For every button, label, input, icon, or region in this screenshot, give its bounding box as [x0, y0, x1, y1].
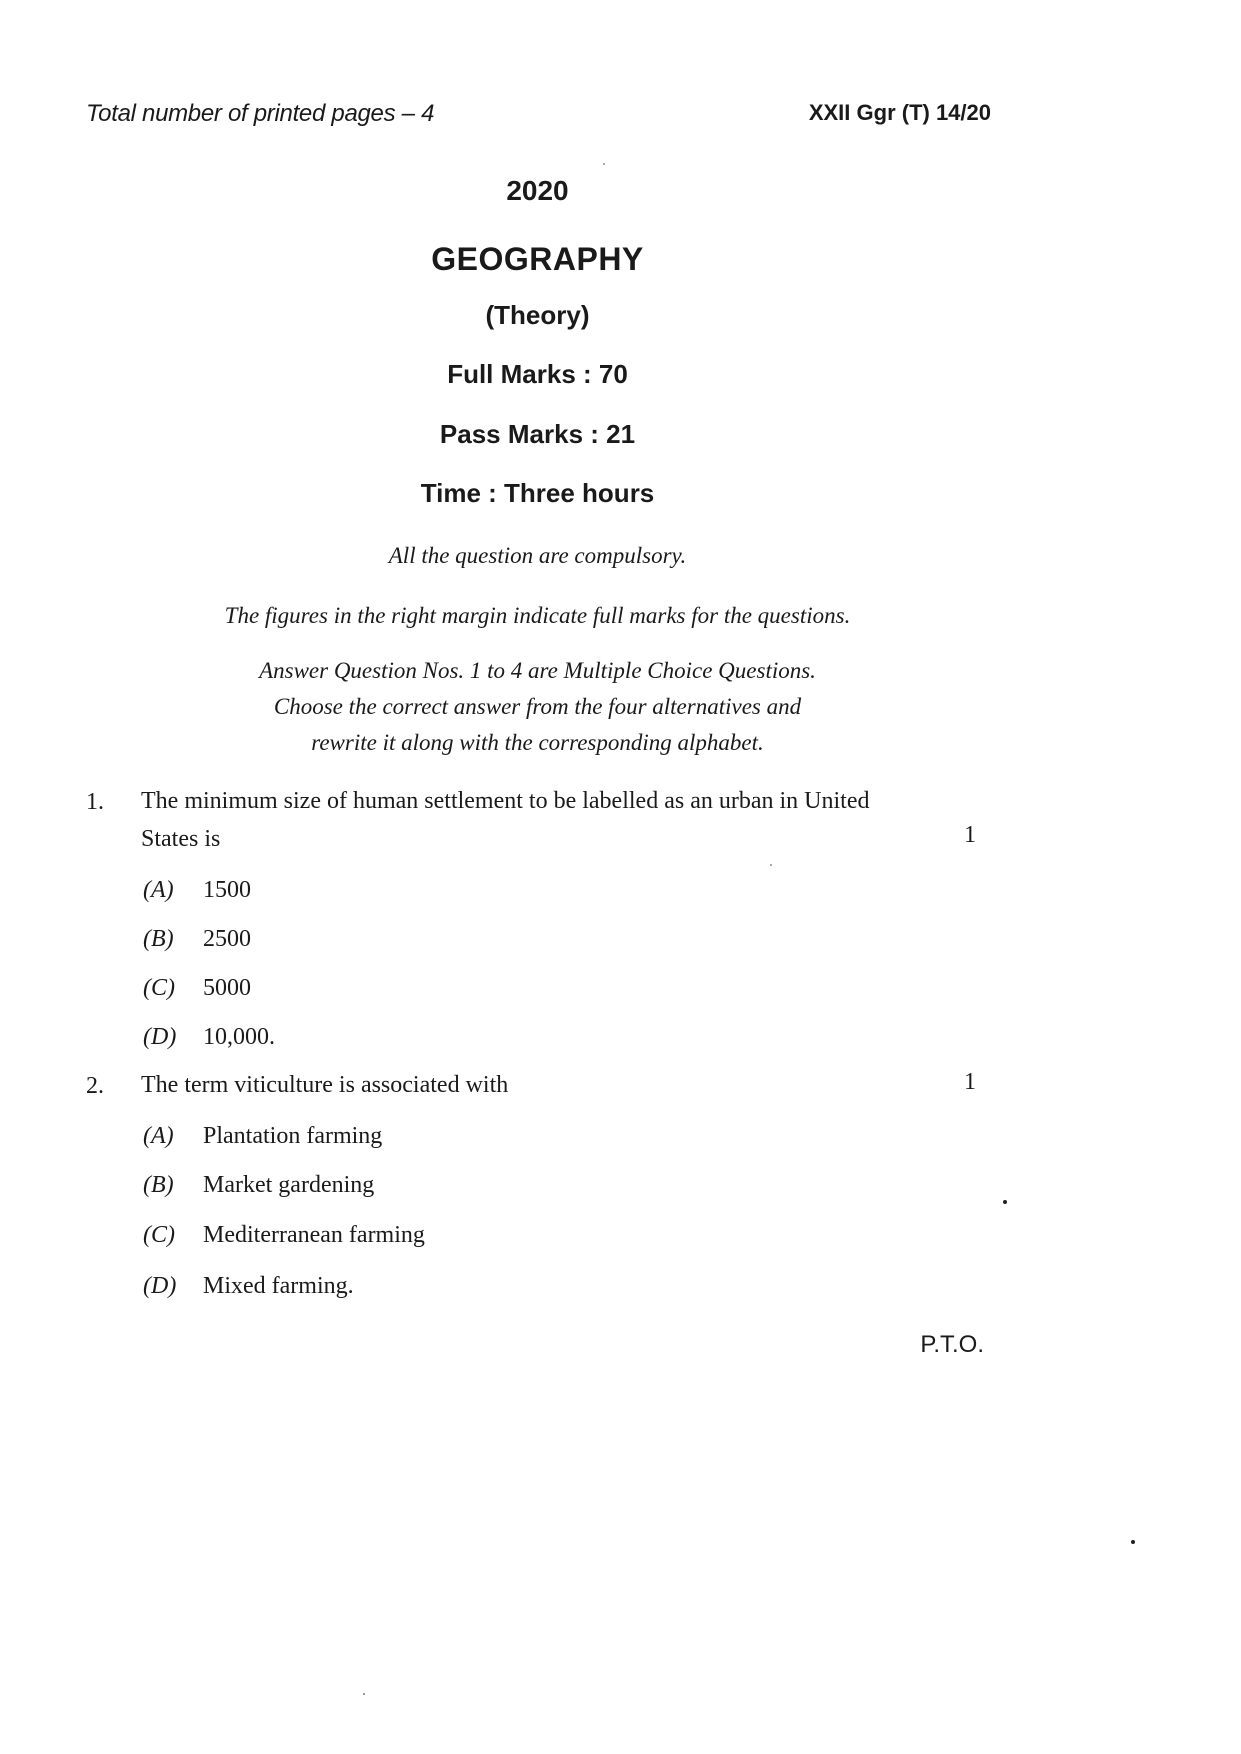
question-text-line-1: The minimum size of human settlement to be labelled as an urban in United [141, 788, 870, 814]
page-turn-over: P.T.O. [920, 1331, 984, 1358]
question-text-line-2: States is [141, 826, 221, 852]
option-text: Mediterranean farming [203, 1222, 425, 1248]
option-text: 10,000. [203, 1024, 275, 1050]
paper-type: (Theory) [485, 300, 590, 330]
scan-speck [363, 1693, 365, 1695]
scan-speck [603, 163, 605, 165]
option-text: 1500 [203, 877, 251, 903]
option-letter: (B) [143, 926, 174, 952]
time-allowed: Time : Three hours [420, 478, 655, 508]
scan-speck [1003, 1200, 1007, 1204]
full-marks: Full Marks : 70 [447, 359, 628, 389]
option-text: Market gardening [203, 1172, 375, 1198]
option-letter: (A) [143, 1123, 174, 1149]
pages-count-note: Total number of printed pages – 4 [86, 100, 435, 127]
scan-speck [1131, 1540, 1135, 1544]
option-letter: (A) [143, 877, 174, 903]
subject-title: GEOGRAPHY [431, 241, 644, 277]
instruction-mcq-line-2: Choose the correct answer from the four alternatives and [273, 694, 802, 719]
instruction-mcq-line-3: rewrite it along with the corresponding alphabet. [311, 730, 764, 755]
option-letter: (D) [143, 1273, 177, 1299]
option-letter: (B) [143, 1172, 174, 1198]
exam-year: 2020 [506, 175, 569, 206]
option-text: 2500 [203, 926, 251, 952]
question-number: 2. [86, 1073, 104, 1099]
instruction-compulsory: All the question are compulsory. [388, 543, 687, 568]
option-letter: (C) [143, 1222, 175, 1248]
instruction-mcq-line-1: Answer Question Nos. 1 to 4 are Multiple Choice Questions. [259, 658, 816, 683]
pass-marks: Pass Marks : 21 [439, 419, 636, 449]
question-marks: 1 [964, 1069, 976, 1095]
scan-speck [770, 864, 772, 866]
option-letter: (C) [143, 975, 175, 1001]
option-text: 5000 [203, 975, 251, 1001]
question-text [141, 782, 1001, 858]
option-letter: (D) [143, 1024, 177, 1050]
option-text: Mixed farming. [203, 1273, 354, 1299]
option-text: Plantation farming [203, 1123, 383, 1149]
instruction-mcq [0, 653, 1075, 761]
question-text: The term viticulture is associated with [141, 1072, 509, 1098]
instruction-marks: The figures in the right margin indicate full marks for the questions. [224, 603, 851, 628]
paper-code: XXII Ggr (T) 14/20 [808, 100, 991, 125]
question-marks: 1 [964, 822, 976, 848]
question-number: 1. [86, 789, 104, 815]
